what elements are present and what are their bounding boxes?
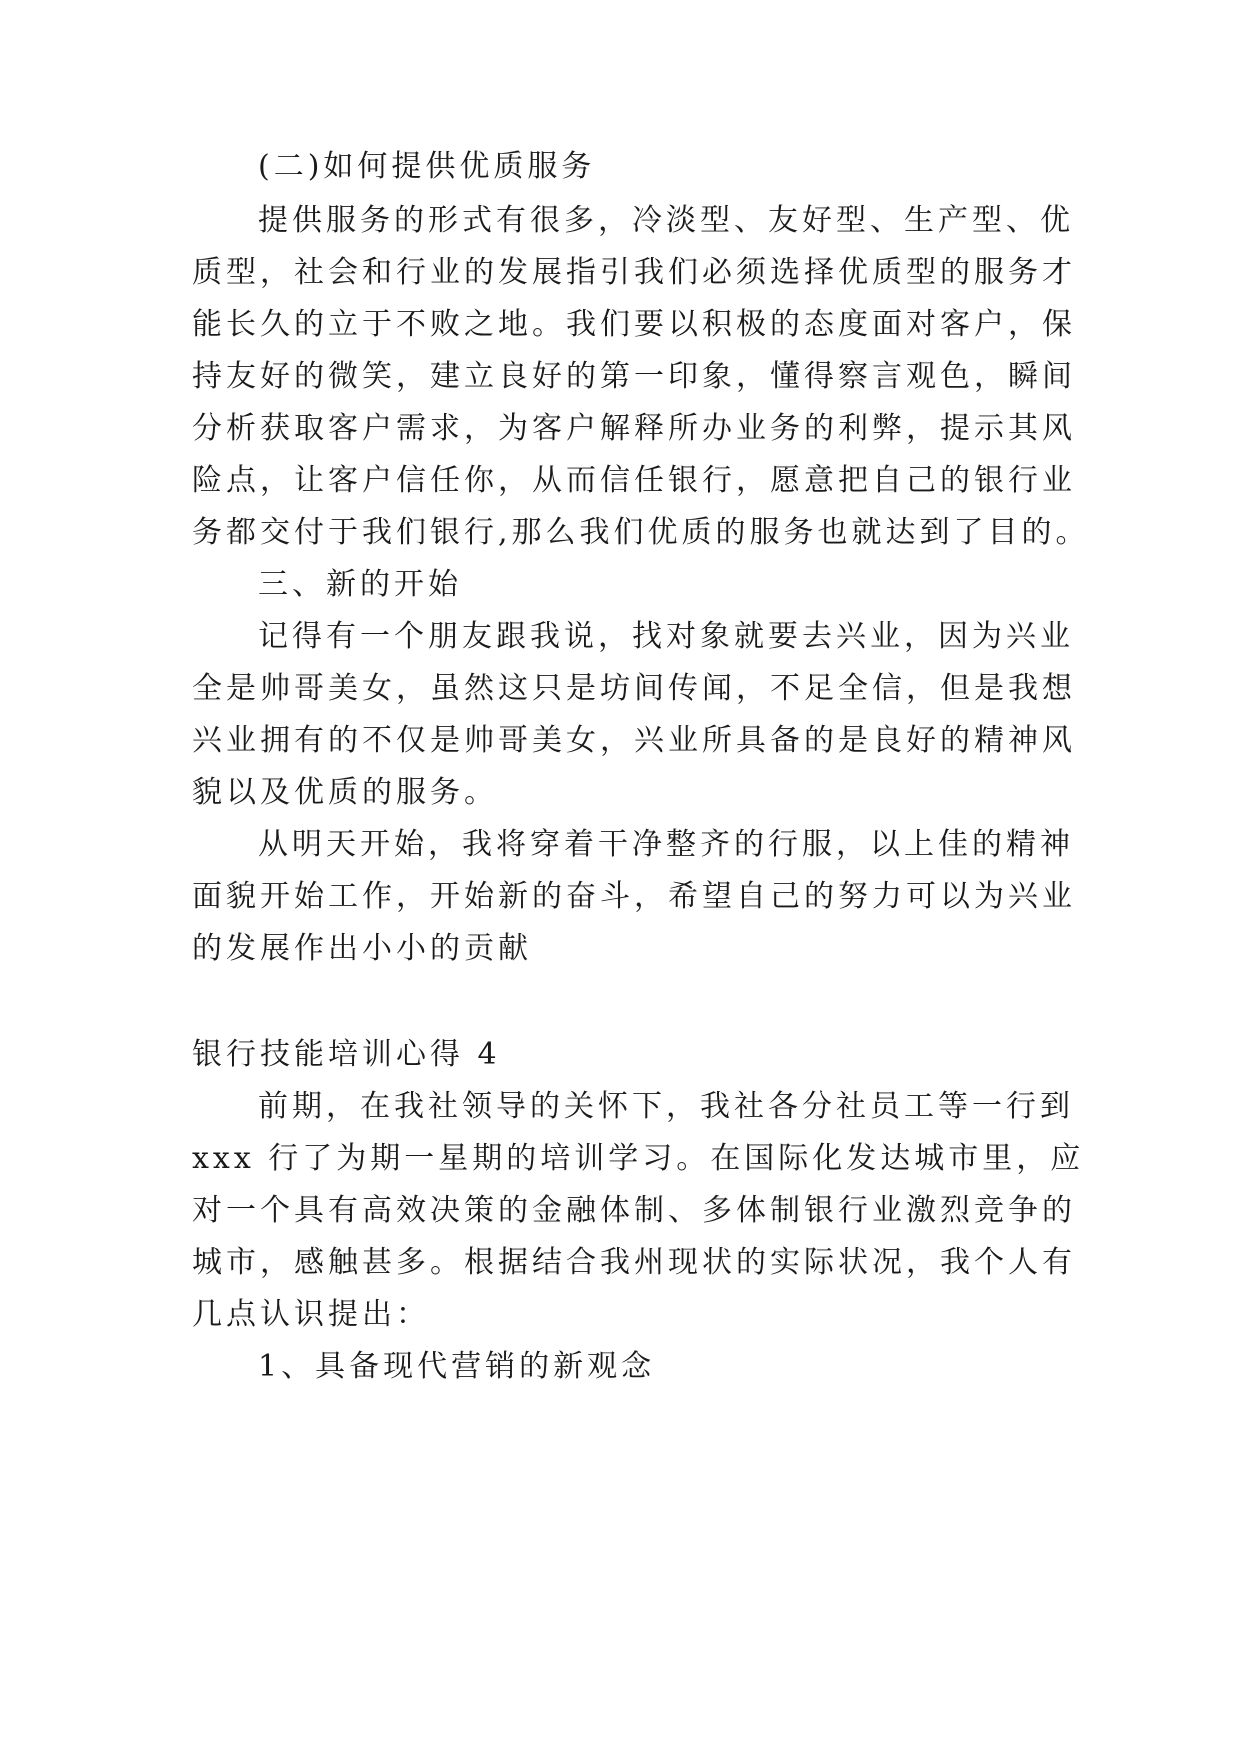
point-1-heading: 1、具备现代营销的新观念 xyxy=(258,1349,656,1384)
paragraph-line: 对一个具有高效决策的金融体制、多体制银行业激烈竞争的 xyxy=(192,1193,1076,1228)
paragraph-line: 貌以及优质的服务。 xyxy=(192,775,498,810)
paragraph-line: 记得有一个朋友跟我说，找对象就要去兴业，因为兴业 xyxy=(258,619,1074,654)
paragraph-line: 务都交付于我们银行,那么我们优质的服务也就达到了目的。 xyxy=(192,515,1090,550)
paragraph-line: 城市，感触甚多。根据结合我州现状的实际状况，我个人有 xyxy=(192,1245,1076,1280)
paragraph-line: xxx 行了为期一星期的培训学习。在国际化发达城市里，应 xyxy=(192,1141,1085,1176)
paragraph-line: 质型，社会和行业的发展指引我们必须选择优质型的服务才 xyxy=(192,255,1076,290)
paragraph-line: 险点，让客户信任你，从而信任银行，愿意把自己的银行业 xyxy=(192,463,1076,498)
section-2-heading: (二)如何提供优质服务 xyxy=(258,149,596,184)
paragraph-line: 提供服务的形式有很多，冷淡型、友好型、生产型、优 xyxy=(258,203,1074,238)
paragraph-line: 面貌开始工作，开始新的奋斗，希望自己的努力可以为兴业 xyxy=(192,879,1076,914)
paragraph-line: 从明天开始，我将穿着干净整齐的行服，以上佳的精神 xyxy=(258,827,1074,862)
paragraph-line: 全是帅哥美女，虽然这只是坊间传闻，不足全信，但是我想 xyxy=(192,671,1076,706)
paragraph-line: 分析获取客户需求，为客户解释所办业务的利弊，提示其风 xyxy=(192,411,1076,446)
paragraph-line: 持友好的微笑，建立良好的第一印象，懂得察言观色，瞬间 xyxy=(192,359,1076,394)
paragraph-line: 前期，在我社领导的关怀下，我社各分社员工等一行到 xyxy=(258,1089,1074,1124)
paragraph-line: 能长久的立于不败之地。我们要以积极的态度面对客户，保 xyxy=(192,307,1076,342)
article-title: 银行技能培训心得 4 xyxy=(192,1037,501,1072)
paragraph-line: 的发展作出小小的贡献 xyxy=(192,931,532,966)
paragraph-line: 几点认识提出： xyxy=(192,1297,430,1332)
section-3-heading: 三、新的开始 xyxy=(258,567,462,602)
paragraph-line: 兴业拥有的不仅是帅哥美女，兴业所具备的是良好的精神风 xyxy=(192,723,1076,758)
